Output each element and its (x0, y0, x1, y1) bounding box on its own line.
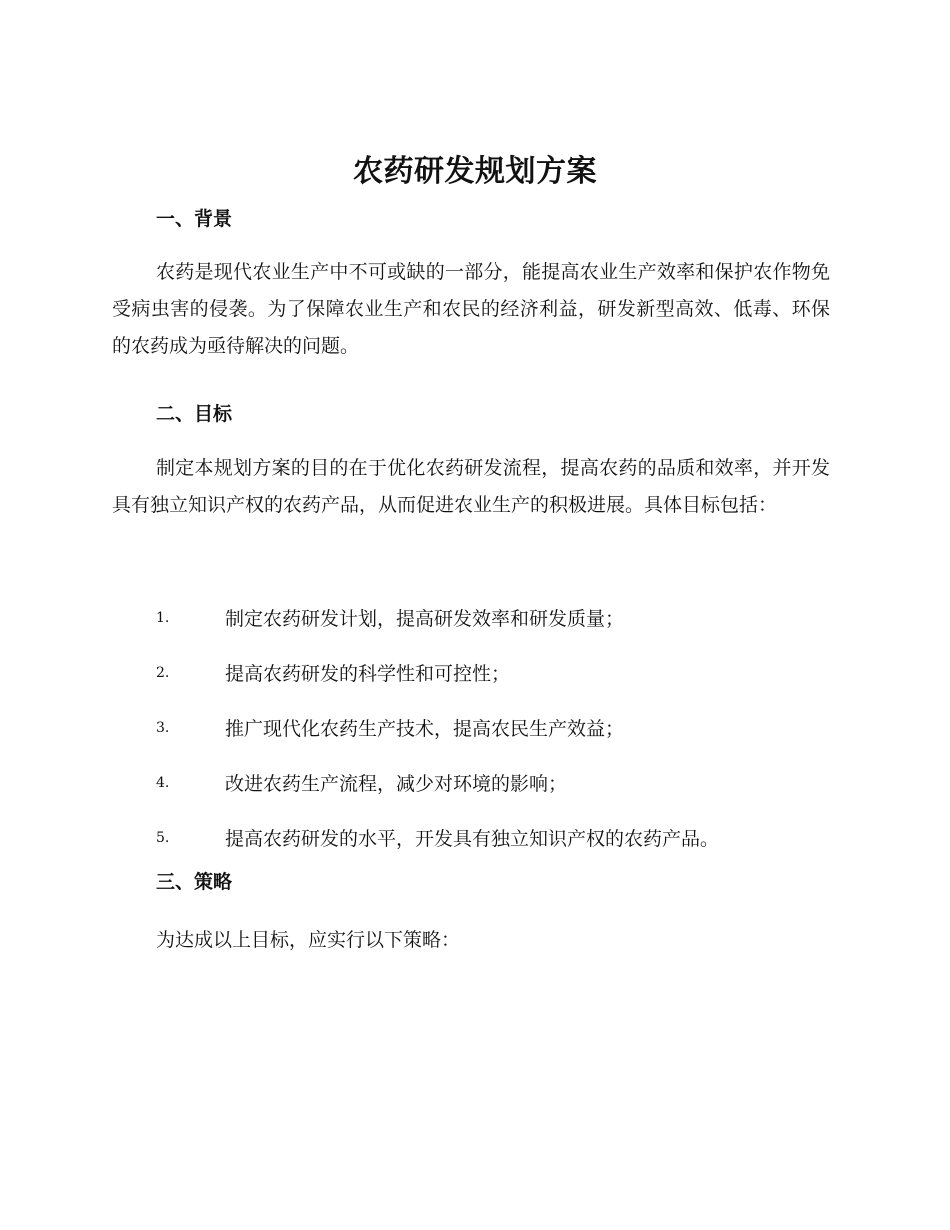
document-title: 农药研发规划方案 (353, 154, 597, 189)
list-number: 5. (156, 829, 170, 846)
background-paragraph: 农药是现代农业生产中不可或缺的一部分，能提高农业生产效率和保护农作物免受病虫害的侵袭。为了保障农业生产和农民的经济利益，研发新型高效、低毒、环保的农药成为亟待解决的问题。 (112, 261, 830, 357)
list-text: 提高农药研发的水平，开发具有独立知识产权的农药产品。 (225, 828, 720, 850)
section-heading-goals: 二、目标 (156, 403, 233, 425)
strategy-intro: 为达成以上目标，应实行以下策略： (156, 929, 461, 951)
list-text: 提高农药研发的科学性和可控性； (225, 663, 511, 685)
list-item (156, 590, 719, 645)
list-number: 2. (156, 664, 170, 681)
list-text: 推广现代化农药生产技术，提高农民生产效益； (225, 718, 625, 740)
section-heading-background: 一、背景 (156, 208, 233, 230)
list-item (156, 755, 719, 810)
goals-paragraph: 制定本规划方案的目的在于优化农药研发流程，提高农药的品质和效率，并开发具有独立知识产权的农药产品，从而促进农业生产的积极进展。具体目标包括： (112, 457, 830, 516)
list-number: 4. (156, 774, 170, 791)
list-number: 1. (156, 609, 170, 626)
list-item (156, 645, 719, 700)
list-item (156, 700, 719, 755)
list-item (156, 810, 719, 865)
list-text: 制定农药研发计划，提高研发效率和研发质量； (225, 608, 625, 630)
list-text: 改进农药生产流程，减少对环境的影响； (225, 773, 568, 795)
list-number: 3. (156, 719, 170, 736)
section-heading-strategy: 三、策略 (156, 871, 233, 893)
goals-list (156, 590, 719, 865)
